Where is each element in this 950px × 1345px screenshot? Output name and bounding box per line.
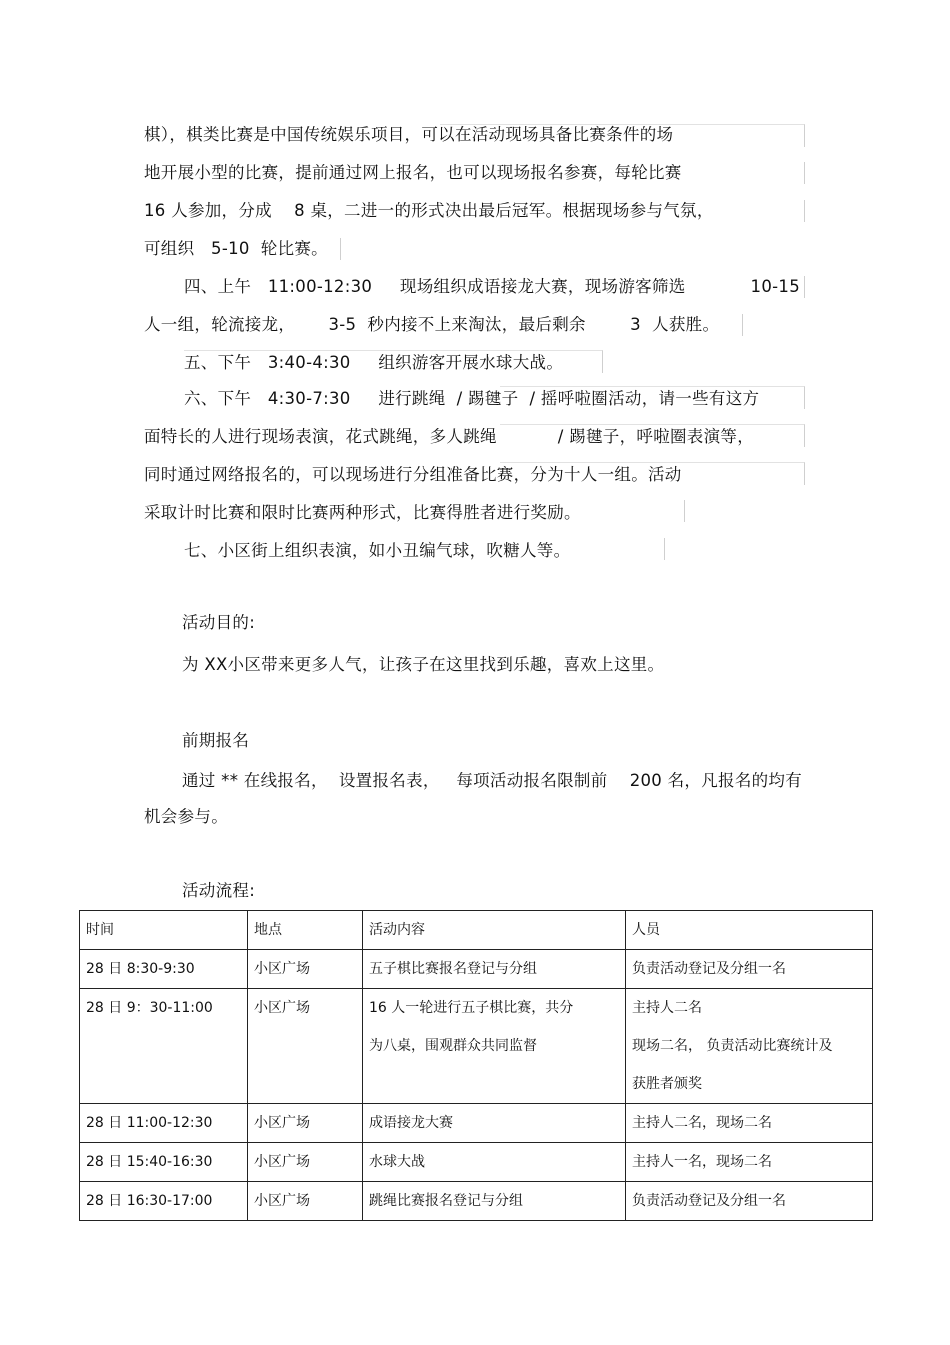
chess-line-3: 16 人参加，分成 8 桌，二进一的形式决出最后冠军。根据现场参与气氛， (144, 201, 714, 220)
table-header-row (80, 911, 873, 950)
item6-line-1: 六、下午 4:30-7:30 进行跳绳 / 踢毽子 / 摇呼啦圈活动，请一些有这方 (184, 389, 760, 408)
table-row (80, 1182, 873, 1221)
registration-heading: 前期报名 (182, 731, 250, 750)
cell-content: 水球大战 (363, 1143, 626, 1182)
cell-content (363, 989, 626, 1104)
item6-line-2: 面特长的人进行现场表演，花式跳绳，多人跳绳 / 踢毽子，呼啦圈表演等， (144, 427, 754, 446)
header-time: 时间 (80, 911, 248, 950)
cell-place: 小区广场 (248, 1104, 363, 1143)
table-row (80, 1143, 873, 1182)
cell-staff-line: 主持人二名 (632, 1000, 702, 1016)
cell-staff: 主持人一名，现场二名 (626, 1143, 873, 1182)
item6-line-3: 同时通过网络报名的，可以现场进行分组准备比赛，分为十人一组。活动 (144, 465, 682, 484)
flow-table (79, 910, 873, 1221)
cell-staff: 主持人二名，现场二名 (626, 1104, 873, 1143)
chess-line-4: 可组织 5-10 轮比赛。 (144, 239, 328, 258)
registration-line-1: 通过 ** 在线报名， 设置报名表， 每项活动报名限制前 200 名，凡报名的均有 (182, 771, 803, 790)
table-row (80, 1104, 873, 1143)
purpose-text: 为 XX小区带来更多人气，让孩子在这里找到乐趣，喜欢上这里。 (182, 655, 665, 674)
cell-content-line: 16 人一轮进行五子棋比赛，共分 (369, 1000, 574, 1016)
chess-line-1: 棋），棋类比赛是中国传统娱乐项目，可以在活动现场具备比赛条件的场 (144, 125, 674, 144)
item4-line-1-right: 10-15 (750, 277, 800, 296)
cell-time: 28 日 9：30-11:00 (80, 989, 248, 1104)
table-row (80, 950, 873, 989)
frame-line (700, 162, 805, 184)
purpose-heading: 活动目的: (182, 613, 256, 632)
cell-place: 小区广场 (248, 1143, 363, 1182)
frame-line (600, 500, 685, 522)
cell-place: 小区广场 (248, 989, 363, 1104)
cell-staff-line: 获胜者颁奖 (632, 1076, 702, 1092)
cell-content: 五子棋比赛报名登记与分组 (363, 950, 626, 989)
cell-time: 28 日 15:40-16:30 (80, 1143, 248, 1182)
cell-content: 跳绳比赛报名登记与分组 (363, 1182, 626, 1221)
item7-line: 七、小区街上组织表演，如小丑编气球，吹糖人等。 (184, 541, 571, 560)
registration-line-2: 机会参与。 (144, 807, 228, 826)
header-place: 地点 (248, 911, 363, 950)
header-content: 活动内容 (363, 911, 626, 950)
cell-staff (626, 989, 873, 1104)
cell-staff: 负责活动登记及分组一名 (626, 950, 873, 989)
frame-line (600, 538, 665, 560)
table-row (80, 989, 873, 1104)
frame-line (700, 200, 805, 222)
cell-time: 28 日 16:30-17:00 (80, 1182, 248, 1221)
cell-place: 小区广场 (248, 1182, 363, 1221)
item6-line-4: 采取计时比赛和限时比赛两种形式，比赛得胜者进行奖励。 (144, 503, 581, 522)
cell-staff: 负责活动登记及分组一名 (626, 1182, 873, 1221)
cell-staff-line: 现场二名， 负责活动比赛统计及 (632, 1038, 833, 1054)
cell-content-line: 为八桌，围观群众共同监督 (369, 1038, 537, 1054)
cell-time: 28 日 8:30-9:30 (80, 950, 248, 989)
item5-line: 五、下午 3:40-4:30 组织游客开展水球大战。 (184, 353, 564, 372)
item4-line-1: 四、上午 11:00-12:30 现场组织成语接龙大赛，现场游客筛选 (184, 277, 686, 296)
flow-heading: 活动流程: (182, 881, 256, 900)
chess-line-2: 地开展小型的比赛，提前通过网上报名，也可以现场报名参赛，每轮比赛 (144, 163, 682, 182)
header-staff: 人员 (626, 911, 873, 950)
cell-content: 成语接龙大赛 (363, 1104, 626, 1143)
cell-time: 28 日 11:00-12:30 (80, 1104, 248, 1143)
item4-line-2: 人一组，轮流接龙， 3-5 秒内接不上来淘汰，最后剩余 3 人获胜。 (144, 315, 720, 334)
cell-place: 小区广场 (248, 950, 363, 989)
